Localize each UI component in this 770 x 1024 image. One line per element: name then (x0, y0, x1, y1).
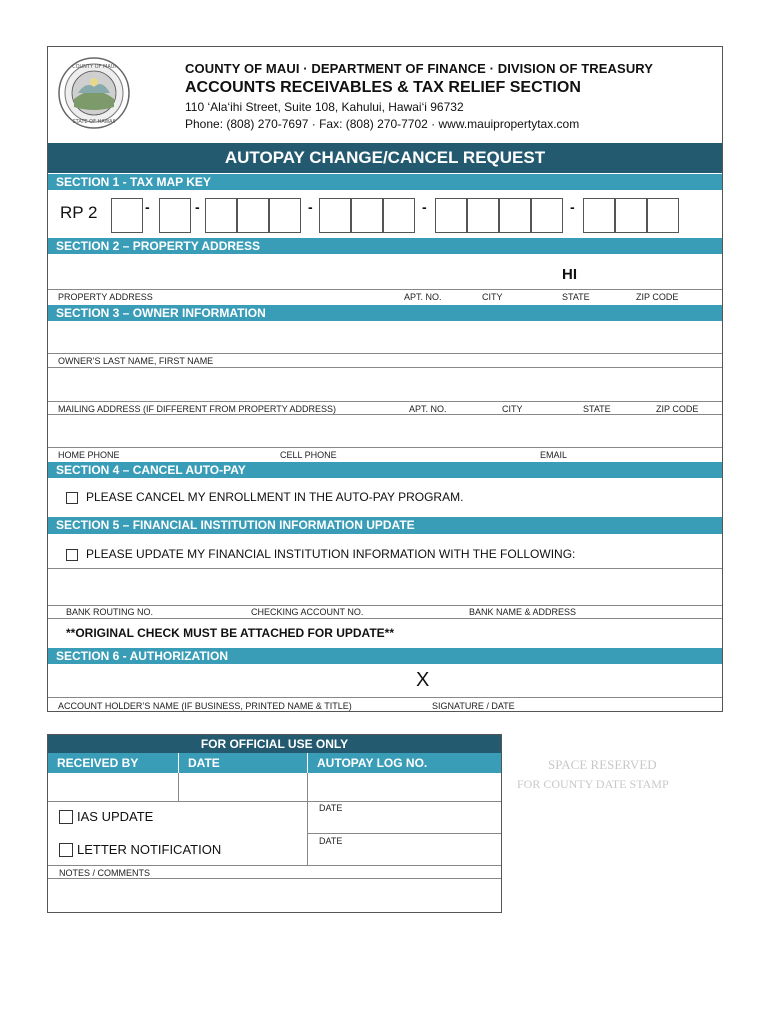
mailing-state-label: STATE (583, 404, 611, 414)
divider (48, 568, 722, 569)
divider (307, 773, 308, 865)
owner-name-label: OWNER’S LAST NAME, FIRST NAME (58, 356, 214, 366)
section5-header: SECTION 5 – FINANCIAL INSTITUTION INFORMATION UPDATE (48, 517, 722, 534)
divider (48, 367, 722, 368)
divider (48, 353, 722, 354)
tmk-box[interactable] (319, 198, 351, 233)
update-bank-text: PLEASE UPDATE MY FINANCIAL INSTITUTION INFORMATION WITH THE FOLLOWING: (86, 547, 576, 561)
ias-update-checkbox[interactable] (59, 810, 73, 824)
divider (48, 618, 722, 619)
property-address-label: PROPERTY ADDRESS (58, 292, 153, 302)
tmk-box[interactable] (435, 198, 467, 233)
section4-header: SECTION 4 – CANCEL AUTO-PAY (48, 462, 722, 478)
mailing-address-label: MAILING ADDRESS (IF DIFFERENT FROM PROPERTY ADDRESS) (58, 404, 337, 414)
divider (48, 697, 722, 698)
account-holder-label: ACCOUNT HOLDER’S NAME (IF BUSINESS, PRINTED NAME & TITLE) (58, 701, 352, 711)
ias-date-label: DATE (319, 803, 343, 813)
stamp-reserved-line2: FOR COUNTY DATE STAMP (517, 777, 669, 791)
update-bank-checkbox[interactable] (66, 549, 78, 561)
ias-update-label: IAS UPDATE (77, 809, 154, 824)
county-seal-icon (58, 57, 130, 129)
tmk-dash: - (195, 199, 200, 215)
tmk-box[interactable] (205, 198, 237, 233)
signature-date-label: SIGNATURE / DATE (432, 701, 515, 711)
tmk-box[interactable] (499, 198, 531, 233)
tmk-dash: - (570, 199, 575, 215)
city-label: CITY (482, 292, 503, 302)
log-no-header: AUTOPAY LOG NO. (308, 753, 501, 773)
checking-label: CHECKING ACCOUNT NO. (251, 607, 364, 617)
routing-label: BANK ROUTING NO. (66, 607, 154, 617)
tmk-dash: - (145, 199, 150, 215)
section6-header: SECTION 6 - AUTHORIZATION (48, 648, 722, 664)
divider (48, 289, 722, 290)
section-heading: ACCOUNTS RECEIVABLES & TAX RELIEF SECTION (185, 79, 581, 96)
svg-text:STATE OF HAWAII: STATE OF HAWAII (72, 119, 116, 125)
mailing-apt-label: APT. NO. (409, 404, 447, 414)
divider (178, 773, 179, 801)
letter-notification-label: LETTER NOTIFICATION (77, 842, 222, 857)
official-use-box (47, 734, 502, 913)
section3-header: SECTION 3 – OWNER INFORMATION (48, 305, 722, 321)
request-form (47, 46, 723, 712)
contact-line: Phone: (808) 270-7697 · Fax: (808) 270-7702 · www.mauipropertytax.com (185, 117, 580, 131)
svg-text:COUNTY OF MAUI: COUNTY OF MAUI (72, 64, 116, 70)
tmk-box[interactable] (383, 198, 415, 233)
home-phone-label: HOME PHONE (58, 450, 120, 460)
mailing-city-label: CITY (502, 404, 523, 414)
state-value: HI (562, 266, 577, 283)
tmk-box[interactable] (467, 198, 499, 233)
tmk-box[interactable] (615, 198, 647, 233)
state-label: STATE (562, 292, 590, 302)
address-line: 110 ‘Ala‘ihi Street, Suite 108, Kahului, Hawai‘i 96732 (185, 100, 464, 114)
cancel-autopay-checkbox[interactable] (66, 492, 78, 504)
tmk-box[interactable] (237, 198, 269, 233)
tmk-dash: - (308, 199, 313, 215)
official-use-title: FOR OFFICIAL USE ONLY (48, 735, 501, 753)
form-title: AUTOPAY CHANGE/CANCEL REQUEST (48, 143, 722, 173)
mailing-zip-label: ZIP CODE (656, 404, 699, 414)
tmk-box[interactable] (351, 198, 383, 233)
divider (48, 865, 501, 866)
divider (48, 605, 722, 606)
tmk-box[interactable] (269, 198, 301, 233)
divider (48, 878, 501, 879)
department-heading: COUNTY OF MAUI · DEPARTMENT OF FINANCE · DIVISION OF TREASURY (185, 61, 654, 76)
letter-notification-checkbox[interactable] (59, 843, 73, 857)
divider (308, 833, 501, 834)
section2-header: SECTION 2 – PROPERTY ADDRESS (48, 238, 722, 254)
notes-label: NOTES / COMMENTS (59, 868, 151, 878)
divider (48, 447, 722, 448)
tmk-box[interactable] (531, 198, 563, 233)
tmk-box[interactable] (647, 198, 679, 233)
apt-label: APT. NO. (404, 292, 442, 302)
stamp-reserved-line1: SPACE RESERVED (548, 757, 657, 772)
tmk-prefix: RP 2 (60, 203, 98, 222)
check-attached-note: **ORIGINAL CHECK MUST BE ATTACHED FOR UPDATE** (66, 626, 395, 640)
tmk-box[interactable] (111, 198, 143, 233)
divider (48, 414, 722, 415)
date-header: DATE (179, 753, 307, 773)
section1-header: SECTION 1 - TAX MAP KEY (48, 174, 722, 190)
divider (48, 401, 722, 402)
tmk-box[interactable] (159, 198, 191, 233)
bank-name-label: BANK NAME & ADDRESS (469, 607, 577, 617)
tmk-dash: - (422, 199, 427, 215)
email-label: EMAIL (540, 450, 568, 460)
letter-date-label: DATE (319, 836, 343, 846)
received-by-header: RECEIVED BY (48, 753, 178, 773)
divider (48, 801, 501, 802)
cancel-autopay-text: PLEASE CANCEL MY ENROLLMENT IN THE AUTO-PAY PROGRAM. (86, 490, 464, 504)
cell-phone-label: CELL PHONE (280, 450, 337, 460)
zip-label: ZIP CODE (636, 292, 679, 302)
tmk-box[interactable] (583, 198, 615, 233)
signature-x-mark: X (416, 669, 430, 691)
